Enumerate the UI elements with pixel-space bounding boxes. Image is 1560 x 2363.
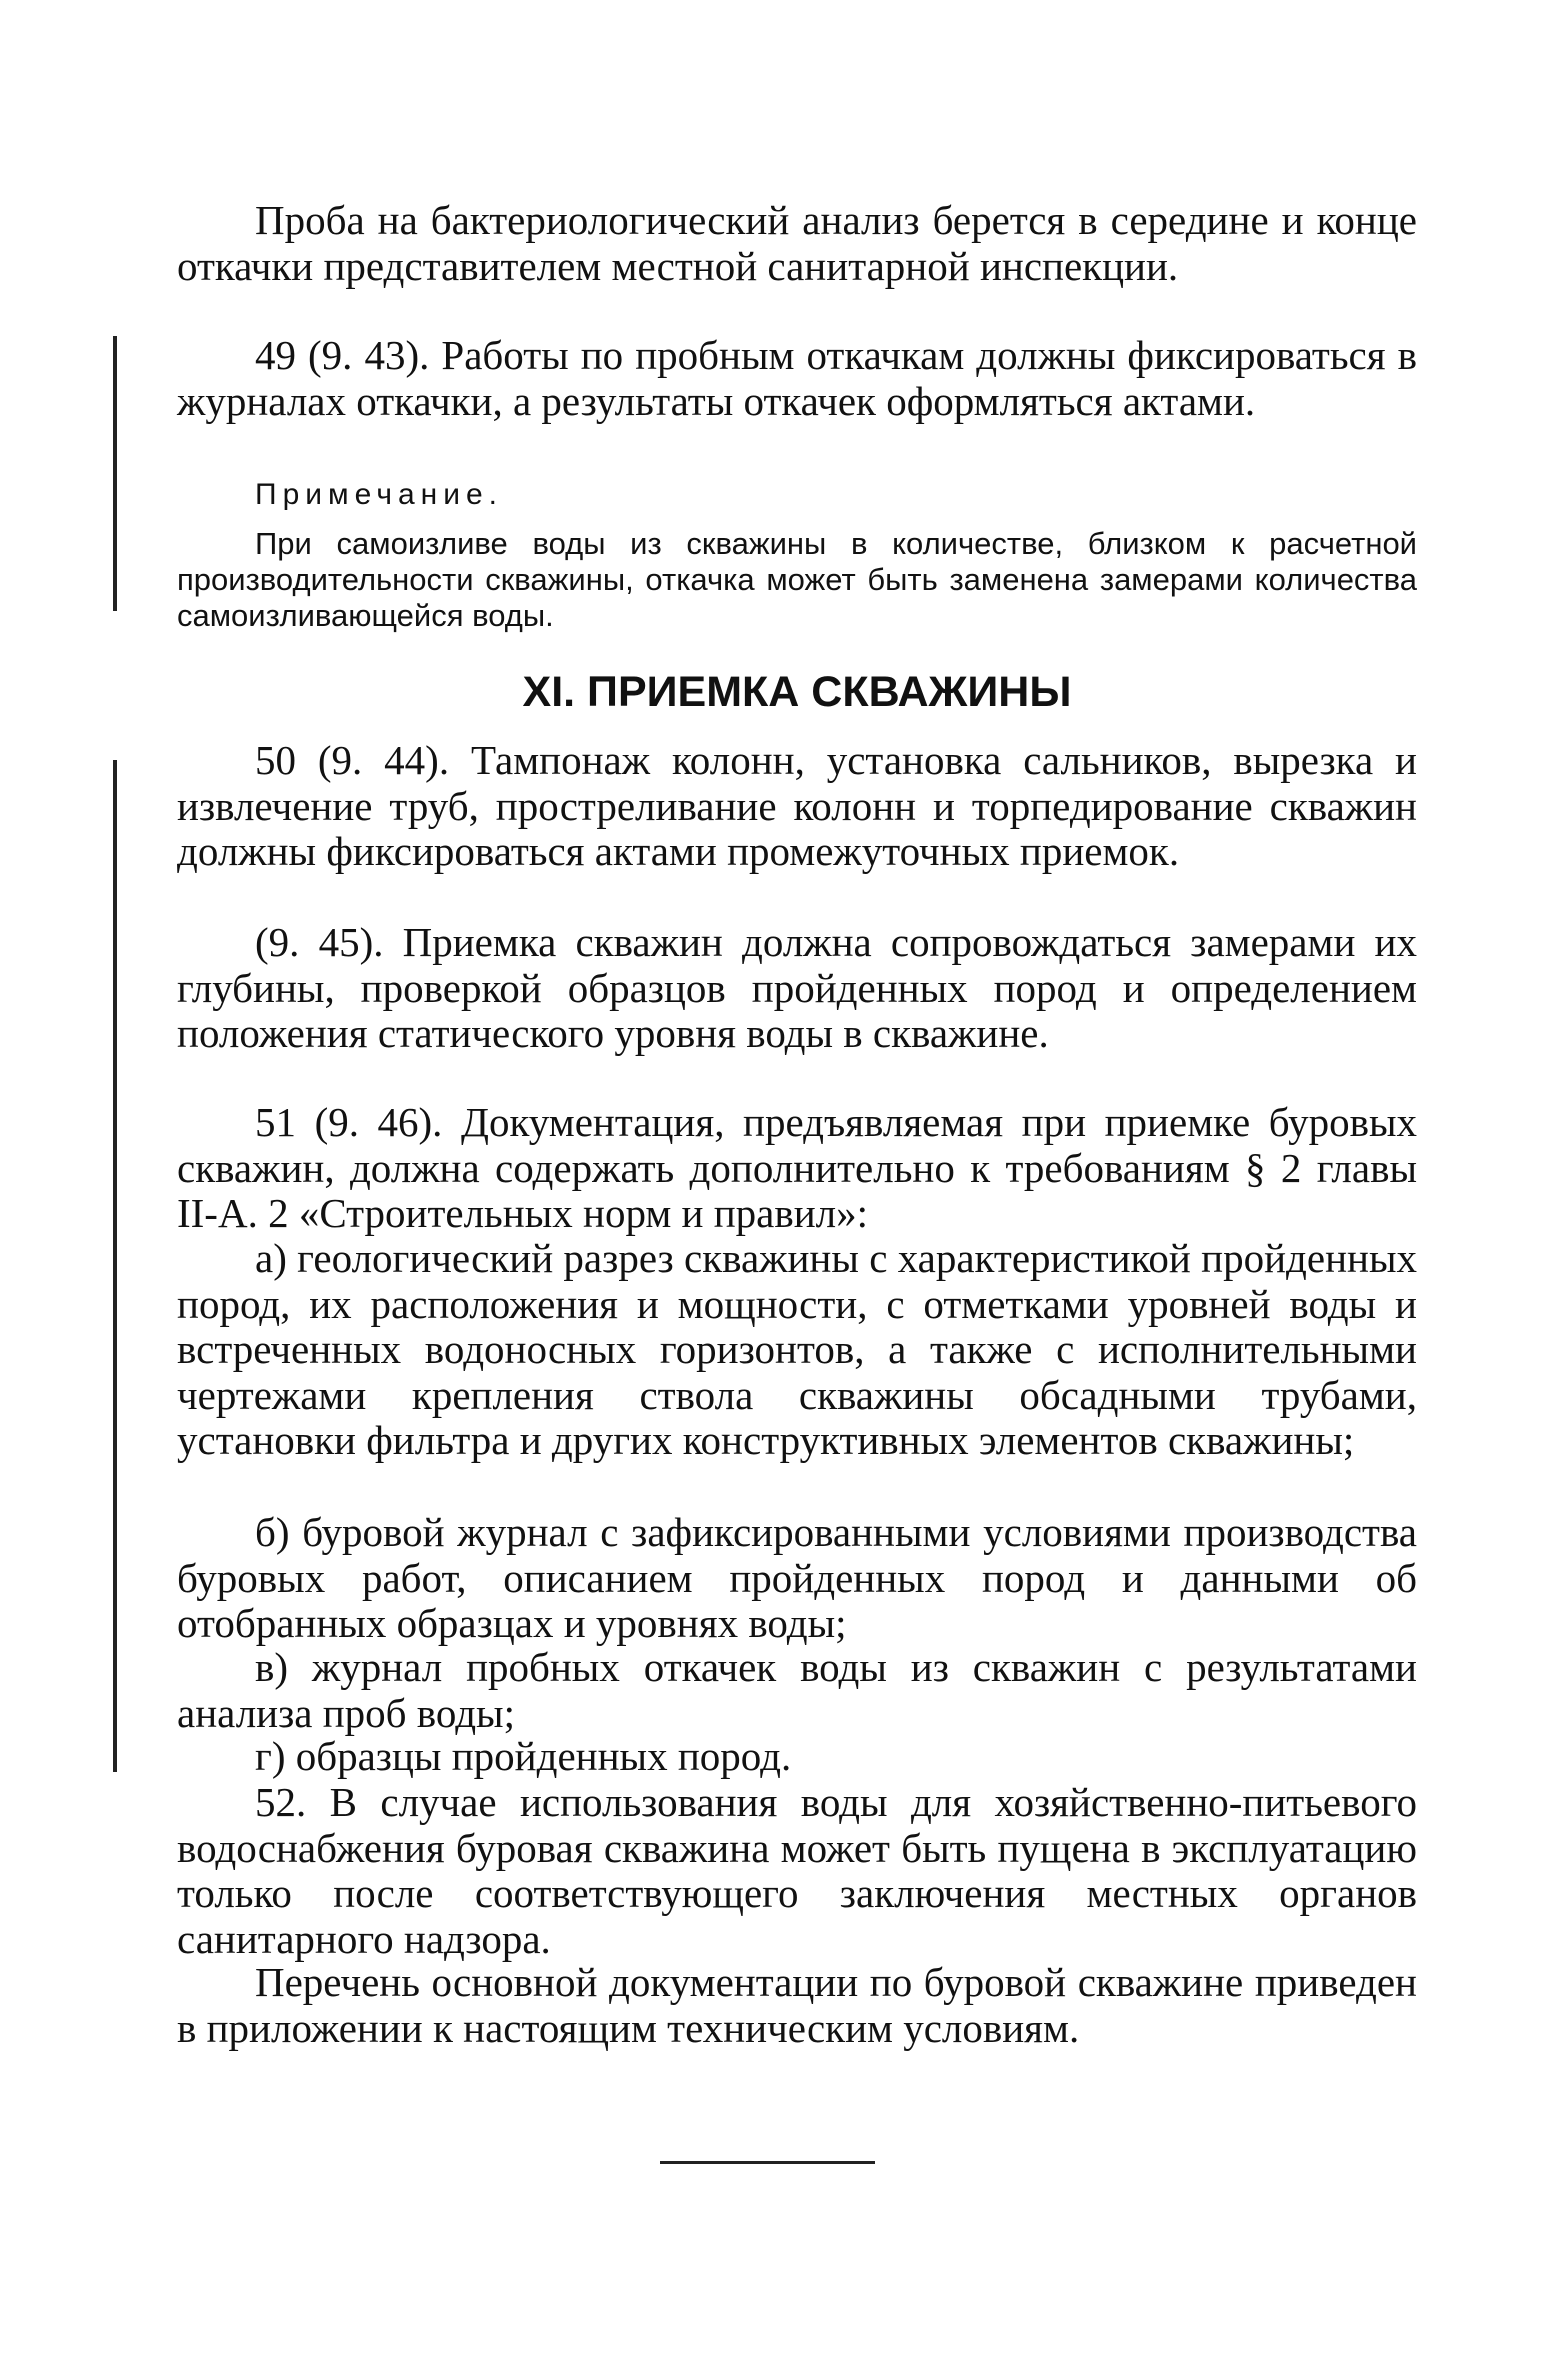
paragraph-52: 52. В случае использования воды для хозяйственно-питьевого водоснабжения буровая скважина может быть пущена в эксплуатацию только после соответствующего заключения местных органов санитарного надзора.: [177, 1779, 1417, 1962]
list-item-a: а) геологический разрез скважины с характеристикой пройденных пород, их расположения и мощности, с отметками уровней воды и встреченных водоносных горизонтов, а также с исполнительными чертежами крепления ствола скважины обсадными трубами, установки фильтра и других конструктивных элементов скважины;: [177, 1235, 1417, 1463]
list-item-v: в) журнал пробных откачек воды из скважин с результатами анализа проб воды;: [177, 1644, 1417, 1736]
note-label: Примечание.: [255, 478, 503, 511]
paragraph-sample-analysis: Проба на бактериологический анализ берется в середине и конце откачки представителем местной санитарной инспекции.: [177, 197, 1417, 289]
note-text: При самоизливе воды из скважины в количестве, близком к расчетной производительности скважины, откачка может быть заменена замерами количества самоизливающейся воды.: [177, 526, 1417, 633]
margin-revision-bar-bottom: [113, 760, 117, 1772]
paragraph-51: 51 (9. 46). Документация, предъявляемая при приемке буровых скважин, должна содержать дополнительно к требованиям § 2 главы II-А. 2 «Строительных норм и правил»:: [177, 1099, 1417, 1236]
paragraph-49: 49 (9. 43). Работы по пробным откачкам должны фиксироваться в журналах откачки, а результаты откачек оформляться актами.: [177, 332, 1417, 424]
margin-revision-bar-top: [113, 336, 117, 611]
list-item-g: г) образцы пройденных пород.: [255, 1733, 792, 1779]
end-separator-line: [660, 2161, 875, 2164]
paragraph-9-45: (9. 45). Приемка скважин должна сопровождаться замерами их глубины, проверкой образцов пройденных пород и определением положения статического уровня воды в скважине.: [177, 919, 1417, 1056]
paragraph-50: 50 (9. 44). Тампонаж колонн, установка сальников, вырезка и извлечение труб, простреливание колонн и торпедирование скважин должны фиксироваться актами промежуточных приемок.: [177, 737, 1417, 874]
section-heading: XI. ПРИЕМКА СКВАЖИНЫ: [522, 668, 1072, 716]
list-item-b: б) буровой журнал с зафиксированными условиями производства буровых работ, описанием пройденных пород и данными об отобранных образцах и уровнях воды;: [177, 1509, 1417, 1646]
paragraph-documentation-list: Перечень основной документации по буровой скважине приведен в приложении к настоящим техническим условиям.: [177, 1959, 1417, 2051]
